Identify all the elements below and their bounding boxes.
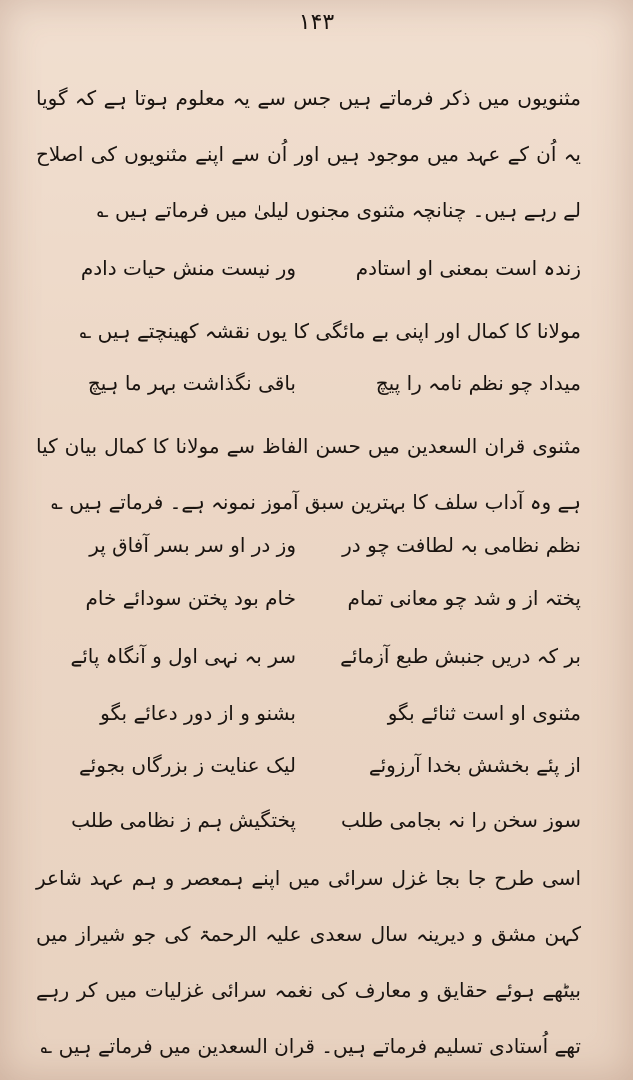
couplet: [36, 688, 581, 738]
couplet-first-hemistich: میداد چو نظم نامہ را پیچ: [375, 371, 581, 395]
couplet: [36, 740, 581, 790]
couplet-second-hemistich: ور نیست منش حیات دادم: [80, 256, 296, 280]
paragraph-maulana-kamal: مولانا کا کمال اور اپنی بے مائگی کا یوں نقشہ کھینچتے ہیں ؎: [79, 319, 581, 343]
paragraph-intro: مثنویوں میں ذکر فرماتے ہیں جس سے یہ معلوم ہوتا ہے کہ گویا یہ اُن کے عہد میں موجود ہیں اور اُن سے اپنے مثنویوں کی اصلاح لے رہے ہیں۔ چنانچہ مثنوی مجنوں لیلیٰ میں فرماتے ہیں ؎: [36, 86, 581, 222]
couplet: [36, 243, 581, 293]
couplet-first-hemistich: بر کہ دریں جنبش طبع آزمائے: [340, 644, 581, 668]
couplet: [36, 631, 581, 681]
couplet: [36, 573, 581, 623]
couplet-first-hemistich: نظم نظامی بہ لطافت چو در: [342, 533, 581, 557]
page-number: ۱۴۳: [298, 10, 335, 35]
couplet: [36, 795, 581, 845]
couplet: [36, 358, 581, 408]
couplet-first-hemistich: پختہ از و شد چو معانی تمام: [347, 586, 581, 610]
paragraph-quran-us-saadain: مثنوی قران السعدین میں حسن الفاظ سے مولانا کا کمال بیان کیا ہے وہ آداب سلف کا بہترین سبق آموز نمونہ ہے۔ فرماتے ہیں ؎: [36, 434, 581, 514]
couplet-first-hemistich: مثنوی او است ثنائے بگو: [387, 701, 581, 725]
couplet-second-hemistich: بشنو و از دور دعائے بگو: [100, 701, 296, 725]
couplet-second-hemistich: خام بود پختن سودائے خام: [85, 586, 296, 610]
couplet-first-hemistich: از پئے بخشش بخدا آرزوئے: [368, 753, 581, 777]
couplet-second-hemistich: پختگیش ہم ز نظامی طلب: [71, 808, 296, 832]
couplet-second-hemistich: باقی نگذاشت بہر ما ہیچ: [87, 371, 296, 395]
couplet-first-hemistich: سوز سخن را نہ بجامی طلب: [340, 808, 581, 832]
couplet-first-hemistich: زندہ است بمعنی او استادم: [355, 256, 581, 280]
paragraph-saadi: اسی طرح جا بجا غزل سرائی میں اپنے ہمعصر و ہم عہد شاعر کہن مشق و دیرینہ سال سعدی علیہ الرحمۃ کی جو شیراز میں بیٹھے ہوئے حقایق و معارف کی نغمہ سرائی غزلیات میں کر رہے تھے اُستادی تسلیم فرماتے ہیں۔ قران السعدین میں فرماتے ہیں ؎: [36, 866, 581, 1058]
couplet-second-hemistich: وز در او سر بسر آفاق پر: [89, 533, 296, 557]
couplet-second-hemistich: سر بہ نہی اول و آنگاہ پائے: [70, 644, 296, 668]
couplet-second-hemistich: لیک عنایت ز بزرگاں بجوئے: [78, 753, 296, 777]
couplet: [36, 520, 581, 570]
